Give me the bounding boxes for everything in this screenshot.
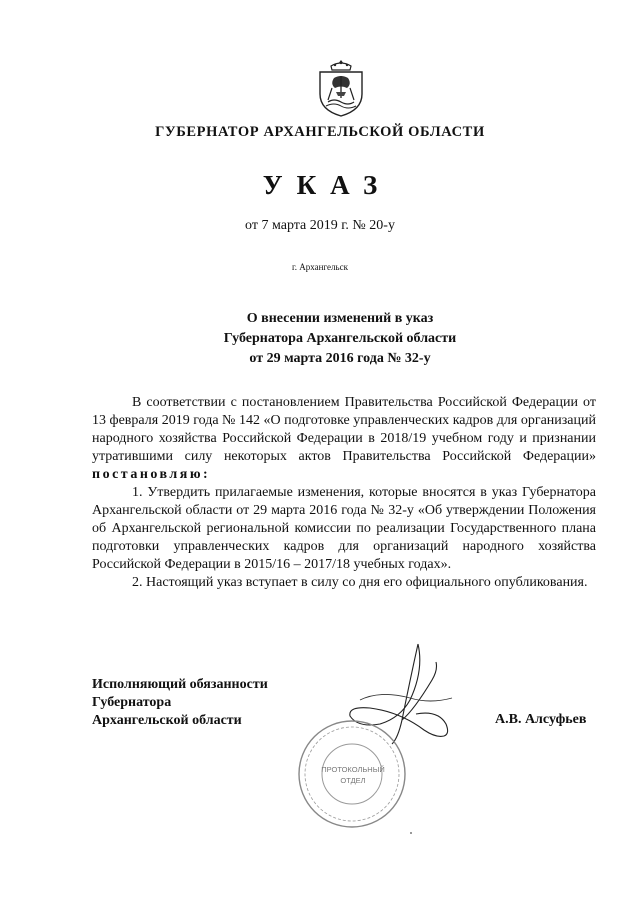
decree-keyword: постановляю: (92, 467, 211, 482)
signatory-name: А.В. Алсуфьев (495, 712, 587, 727)
subject-line: от 29 марта 2016 года № 32-у (249, 351, 431, 366)
clause-2: 2. Настоящий указ вступает в силу со дня его официального опубликования. (132, 575, 588, 590)
preamble-paragraph (92, 394, 596, 484)
document-type: УКАЗ (262, 170, 392, 200)
coat-of-arms-icon (314, 58, 368, 118)
page-mark (410, 832, 412, 834)
document-place: г. Архангельск (292, 262, 348, 272)
clause-1: 1. Утвердить прилагаемые изменения, которые вносятся в указ Губернатора Архангельской области от 29 марта 2016 года № 32-у «Об утверждении Положения об Архангельской региональной комиссии по реализации Государственного плана подготовки управленческих кадров для организаций народного хозяйства Российской Федерации в 2015/16 – 2017/18 учебных годах». (92, 485, 596, 572)
seal-text-line: ПРОТОКОЛЬНЫЙ (321, 765, 385, 774)
subject-line: О внесении изменений в указ (246, 311, 434, 326)
decree-body (92, 394, 596, 592)
subject-line: Губернатора Архангельской области (223, 331, 457, 346)
decree-subject (160, 309, 520, 369)
signatory-title-line: Архангельской области (92, 713, 242, 728)
signatory-title (92, 676, 268, 730)
signatory-title-line: Губернатора (92, 695, 172, 710)
seal-text-line: ОТДЕЛ (340, 776, 366, 785)
document-date-number: от 7 марта 2019 г. № 20-у (245, 218, 395, 233)
signatory-title-line: Исполняющий обязанности (92, 677, 268, 692)
preamble-text: В соответствии с постановлением Правительства Российской Федерации от 13 февраля 2019 года № 142 «О подготовке управленческих кадров для организаций народного хозяйства Российской Федерации в 2018/19 учебном году и признании утратившими силу некоторых актов Правительства Российской Федерации» (92, 395, 596, 464)
issuer-heading: ГУБЕРНАТОР АРХАНГЕЛЬСКОЙ ОБЛАСТИ (155, 124, 485, 140)
seal-text (318, 764, 388, 786)
